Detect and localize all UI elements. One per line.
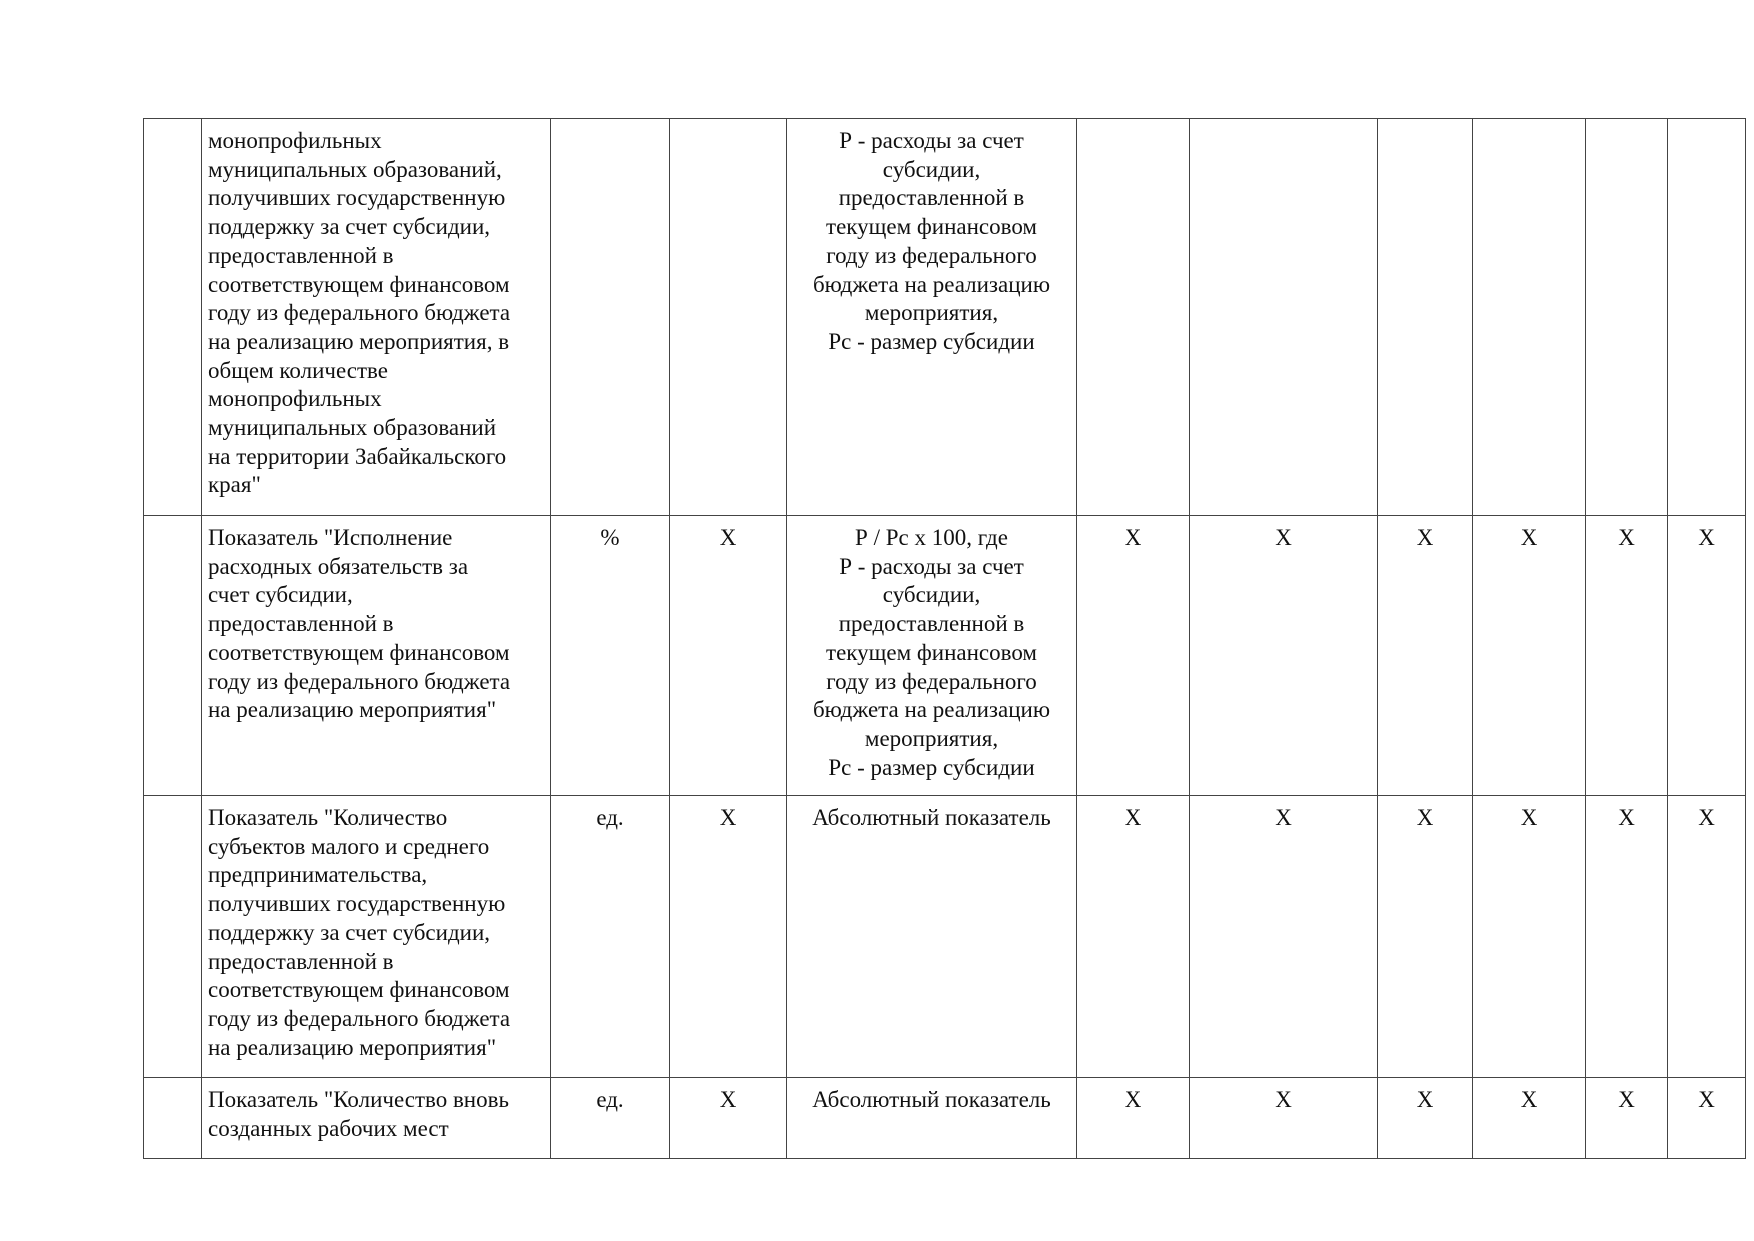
formula-cell: Абсолютный показатель [787, 796, 1077, 1078]
value-cell: X [1190, 516, 1378, 796]
value-cell: X [1077, 1078, 1190, 1159]
value-cell: X [1473, 1078, 1586, 1159]
value-cell: X [670, 796, 787, 1078]
indicator-name-cell: Показатель "Количество вновь созданных рабочих мест [202, 1078, 551, 1159]
table-row [144, 1078, 1746, 1159]
value-cell: X [1077, 796, 1190, 1078]
unit-cell: ед. [551, 796, 670, 1078]
row-number-cell [144, 119, 202, 516]
value-cell: X [1190, 1078, 1378, 1159]
row-number-cell [144, 516, 202, 796]
indicator-name-cell: Показатель "Количество субъектов малого и среднего предпринимательства, получивших государственную поддержку за счет субсидии, предоставленной в соответствующем финансовом году из федерального бюджета на реализацию мероприятия" [202, 796, 551, 1078]
value-cell: X [1473, 796, 1586, 1078]
value-cell: X [1077, 516, 1190, 796]
unit-cell: ед. [551, 1078, 670, 1159]
value-cell: X [670, 1078, 787, 1159]
value-cell: X [1473, 516, 1586, 796]
value-cell: X [1586, 516, 1668, 796]
table-row [144, 516, 1746, 796]
unit-cell [551, 119, 670, 516]
value-cell: X [1586, 796, 1668, 1078]
value-cell: X [670, 516, 787, 796]
indicator-name-cell: монопрофильных муниципальных образований, получивших государственную поддержку за счет субсидии, предоставленной в соответствующем финансовом году из федерального бюджета на реализацию мероприятия, в общем количестве монопрофильных муниципальных образований на территории Забайкальского края" [202, 119, 551, 516]
value-cell [1077, 119, 1190, 516]
value-cell: X [1586, 1078, 1668, 1159]
value-cell [1473, 119, 1586, 516]
value-cell: X [1190, 796, 1378, 1078]
indicator-name-cell: Показатель "Исполнение расходных обязательств за счет субсидии, предоставленной в соответствующем финансовом году из федерального бюджета на реализацию мероприятия" [202, 516, 551, 796]
formula-cell: Р / Рс x 100, где Р - расходы за счет субсидии, предоставленной в текущем финансовом году из федерального бюджета на реализацию мероприятия, Рс - размер субсидии [787, 516, 1077, 796]
value-cell [1190, 119, 1378, 516]
value-cell: X [1668, 1078, 1746, 1159]
table-row [144, 119, 1746, 516]
row-number-cell [144, 796, 202, 1078]
formula-cell: Р - расходы за счет субсидии, предоставленной в текущем финансовом году из федерального бюджета на реализацию мероприятия, Рс - размер субсидии [787, 119, 1077, 516]
value-cell [1378, 119, 1473, 516]
value-cell: X [1378, 1078, 1473, 1159]
value-cell [1668, 119, 1746, 516]
value-cell [670, 119, 787, 516]
value-cell [1586, 119, 1668, 516]
formula-cell: Абсолютный показатель [787, 1078, 1077, 1159]
value-cell: X [1378, 796, 1473, 1078]
value-cell: X [1668, 516, 1746, 796]
indicators-table [143, 118, 1746, 1159]
row-number-cell [144, 1078, 202, 1159]
table-row [144, 796, 1746, 1078]
value-cell: X [1378, 516, 1473, 796]
unit-cell: % [551, 516, 670, 796]
value-cell: X [1668, 796, 1746, 1078]
